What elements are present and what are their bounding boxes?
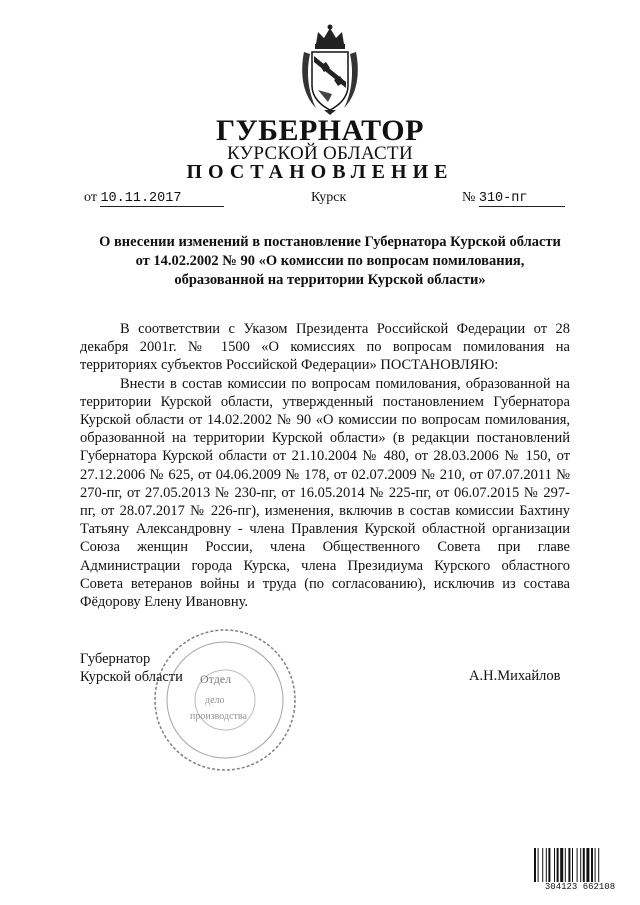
number-field [462,190,565,207]
date-value: 10.11.2017 [100,191,224,207]
region-title: КУРСКОЙ ОБЛАСТИ [227,143,413,164]
svg-text:производства: производства [190,711,247,722]
number-value: 310-пг [479,191,565,207]
signatory-name: А.Н.Михайлов [469,668,561,684]
date-prefix: от [84,190,97,205]
subject-line-2: от 14.02.2002 № 90 «О комиссии по вопросам помилования, [135,253,525,269]
document-type: ПОСТАНОВЛЕНИЕ [186,161,454,183]
city-label: Курск [311,190,347,205]
number-prefix: № [462,190,476,205]
position-line-1: Губернатор [80,651,151,667]
body-paragraph-2: Внести в состав комиссии по вопросам помилования, образованной на территории Курской области, утвержденный постановлением Губернатора Курской области от 14.02.2002 № 90 «О комиссии по вопросам помилования, образованной на территории Курской области» (в редакции постановлений Губернатора Курской области от 21.10.2004 № 480, от 28.03.2006 № 150, от 27.12.2006 № 625, от 04.06.2009 № 178, от 02.07.2009 № 210, от 07.07.2011 № 270-пг, от 27.05.2013 № 230-пг, от 16.05.2014 № 225-пг, от 06.07.2015 № 297-пг, от 28.07.2017 № 226-пг), изменения, включив в состав комиссии Бахтину Татьяну Александровну - члена Правления Курской областной организации Союза женщин России, члена Общественного Совета при главе Администрации города Курска, члена Президиума Курского областного Совета ветеранов войны и труда (по согласованию), исключив из состава Фёдорову Елену Ивановну. [80,375,570,611]
date-field [84,190,224,207]
body-paragraph-1: В соответствии с Указом Президента Российской Федерации от 28 декабря 2001г. № 1500 «О комиссиях по вопросам помилования на территориях субъектов Российской Федерации» ПОСТАНОВЛЯЮ: [80,321,570,374]
barcode-number: 304123 662108 [534,882,626,892]
subject-line-3: образованной на территории Курской области» [174,272,486,288]
subject-line-1: О внесении изменений в постановление Губернатора Курской области [99,234,561,250]
official-stamp [150,625,300,775]
svg-text:дело: дело [205,695,225,706]
position-line-2: Курской области [80,669,183,685]
document-body [80,320,570,611]
document-subject [80,233,580,290]
coat-of-arms-emblem [298,22,362,116]
document-title: ГУБЕРНАТОР [216,114,424,147]
svg-text:Отдел: Отдел [200,672,232,686]
